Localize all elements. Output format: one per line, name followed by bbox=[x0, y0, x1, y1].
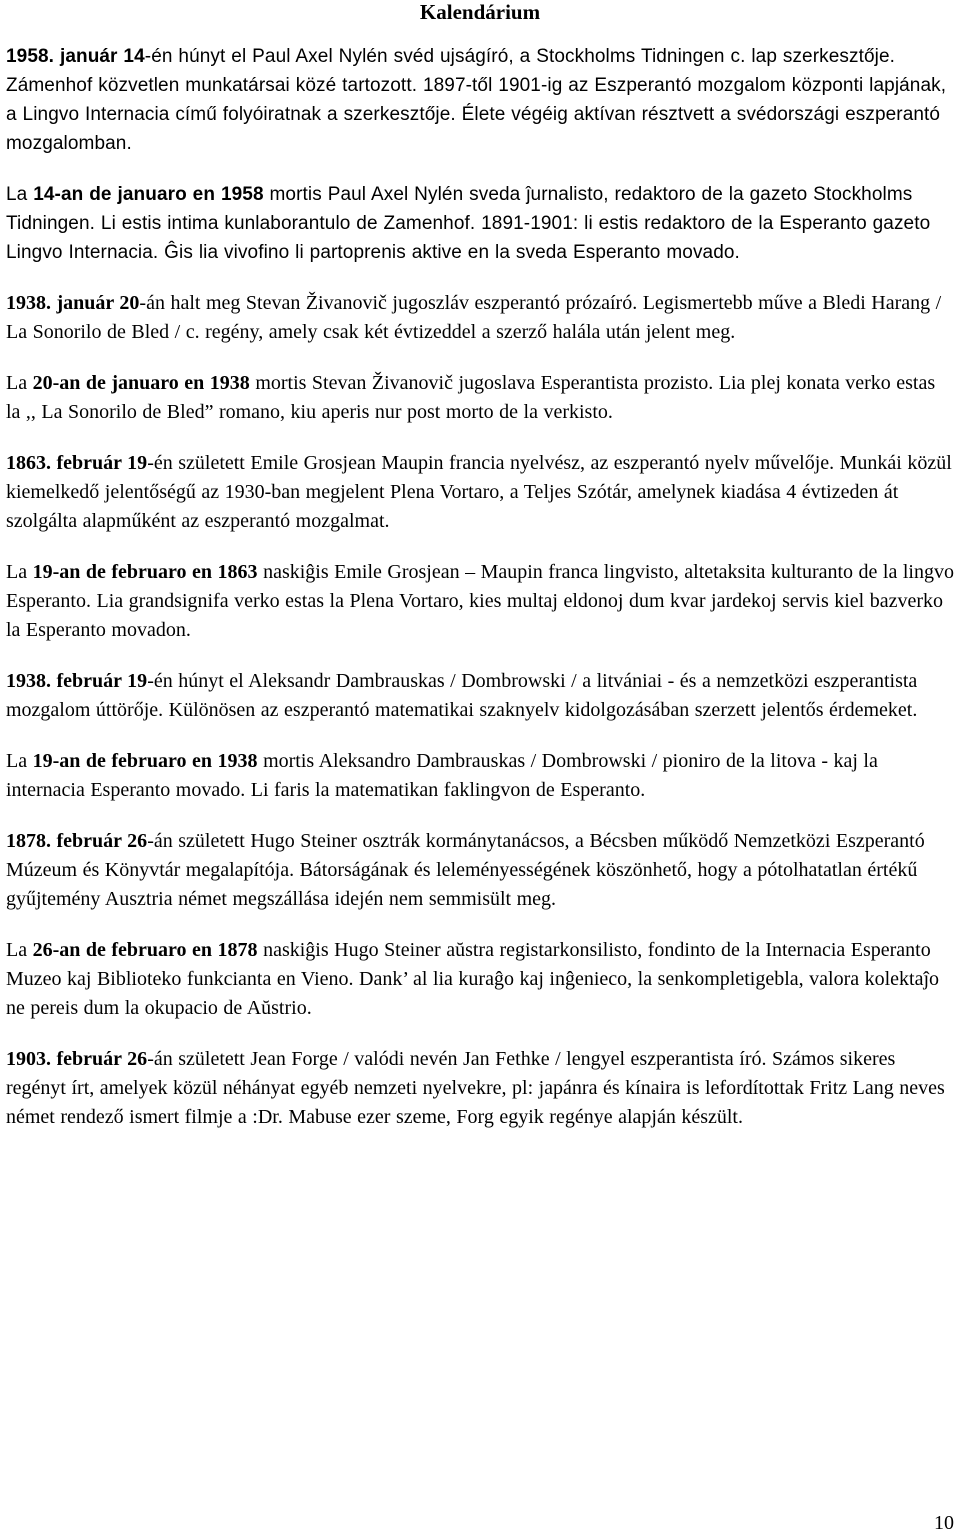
entry-date: 20-an de januaro en 1938 bbox=[32, 372, 250, 394]
entry-text: naskiĝis Hugo Steiner aŭstra registarkonsilisto, fondinto de la Internacia Esperanto Muzeo kaj Biblioteko funkcianta en Vieno. Dank’ al lia kuraĝo kaj inĝenieco, la senkompletigebla, valora kolektaĵo ne pereis dum la okupacio de Aŭstrio. bbox=[6, 939, 940, 1019]
entry-text: mortis Stevan Živanovič jugoslava Esperantista prozisto. Lia plej konata verko estas la ,, La Sonorilo de Bled” romano, kiu aperis nur post morto de la verkisto. bbox=[6, 372, 936, 423]
entry-year: 1903. bbox=[6, 1048, 57, 1070]
document-page bbox=[6, 0, 954, 1154]
entry-text: -én született Emile Grosjean Maupin francia nyelvész, az eszperantó nyelv művelője. Munkái közül kiemelkedő jelentőségű az 1930-ban megjelent Plena Vortaro, a Teljes Szótár, amelynek kiadása 4 évtizeden át szolgálta alapműként az eszperantó mozgalmat. bbox=[6, 452, 952, 532]
entry-date: február 26 bbox=[56, 830, 148, 852]
entry-text: naskiĝis Emile Grosjean – Maupin franca lingvisto, altetaksita kulturanto de la lingvo Esperanto. Lia grandsignifa verko estas la Plena Vortaro, kies multaj eldonoj dum kvar jardekoj servis kiel bazverko la Esperanto movadon. bbox=[6, 561, 954, 641]
entry-year: 1863. bbox=[6, 452, 57, 474]
page-number: 10 bbox=[934, 1512, 954, 1534]
entry-date: 19-an de februaro en 1863 bbox=[32, 561, 258, 583]
entry-date: 19-an de februaro en 1938 bbox=[32, 750, 258, 772]
calendar-entry-eo-1878 bbox=[6, 936, 954, 1023]
calendar-entry-eo-1863 bbox=[6, 558, 954, 645]
calendar-entry-eo-1938-feb bbox=[6, 747, 954, 805]
entry-date: 26-an de februaro en 1878 bbox=[32, 939, 258, 961]
entry-prefix: La bbox=[6, 372, 33, 394]
entry-year: 1938. bbox=[6, 292, 57, 314]
entry-prefix: La bbox=[6, 939, 33, 961]
entry-year: 1938. bbox=[6, 670, 57, 692]
entry-date: február 19 bbox=[56, 670, 148, 692]
calendar-entry-hu-1938-feb bbox=[6, 667, 954, 725]
entry-date: február 19 bbox=[56, 452, 148, 474]
entry-text: -án született Hugo Steiner osztrák kormánytanácsos, a Bécsben működő Nemzetközi Eszperantó Múzeum és Könyvtár megalapítója. Bátorságának és leleményességének köszönhető, hogy a pótolhatatlan értékű gyűjtemény Ausztria német megszállása idején nem semmisült meg. bbox=[6, 830, 925, 910]
entry-text: -án halt meg Stevan Živanovič jugoszláv eszperantó prózaíró. Legismertebb műve a Bledi Harang / La Sonorilo de Bled / c. regény, amely csak két évtizeddel a szerző halála után jelent meg. bbox=[6, 292, 942, 343]
entry-date: január 14 bbox=[59, 46, 145, 67]
page-title: Kalendárium bbox=[419, 0, 541, 24]
entry-date: 14-an de januaro en 1958 bbox=[33, 184, 264, 205]
calendar-entry-hu-1878 bbox=[6, 827, 954, 914]
calendar-entry-hu-1958 bbox=[6, 42, 954, 158]
calendar-entry-hu-1938-jan bbox=[6, 289, 954, 347]
entry-text: mortis Aleksandro Dambrauskas / Dombrowski / pioniro de la litova - kaj la internacia Esperanto movado. Li faris la matematikan faklingvon de Esperanto. bbox=[6, 750, 878, 801]
calendar-entry-eo-1938-jan bbox=[6, 369, 954, 427]
calendar-entry-hu-1903 bbox=[6, 1045, 954, 1132]
entry-date: január 20 bbox=[56, 292, 140, 314]
entry-year: 1958. bbox=[6, 46, 60, 67]
entry-text: -én húnyt el Paul Axel Nylén svéd ujságíró, a Stockholms Tidningen c. lap szerkesztője. Zámenhof közvetlen munkatársai közé tartozott. 1897-től 1901-ig az Eszperantó mozgalom központi lapjának, a Lingvo Internacia című folyóiratnak a szerkesztője. Élete végéig aktívan résztvett a svédországi eszperantó mozgalomban. bbox=[6, 46, 947, 154]
calendar-entry-hu-1863 bbox=[6, 449, 954, 536]
entry-date: február 26 bbox=[56, 1048, 148, 1070]
entry-prefix: La bbox=[6, 561, 33, 583]
entry-text: -én húnyt el Aleksandr Dambrauskas / Dombrowski / a litvániai - és a nemzetközi eszperantista mozgalom úttörője. Különösen az eszperantó matematikai szaknyelv kidolgozásában szerzett jelentős érdemeket. bbox=[6, 670, 918, 721]
entry-text: mortis Paul Axel Nylén sveda ĵurnalisto, redaktoro de la gazeto Stockholms Tidningen. Li estis intima kunlaborantulo de Zamenhof. 1891-1901: li estis redaktoro de la Esperanto gazeto Lingvo Internacia. Ĝis lia vivofino li partoprenis aktive en la sveda Esperanto movado. bbox=[6, 184, 931, 263]
calendar-entry-eo-1958 bbox=[6, 180, 954, 267]
entry-prefix: La bbox=[6, 184, 34, 205]
entry-text: -án született Jean Forge / valódi nevén Jan Fethke / lengyel eszperantista író. Számos sikeres regényt írt, amelyek közül néhányat egyéb nemzeti nyelvekre, pl: japánra és kínaira is lefordítottak Fritz Lang neves német rendező ismert filmje a :Dr. Mabuse ezer szeme, Forg egyik regénye alapján készült. bbox=[6, 1048, 945, 1128]
entry-year: 1878. bbox=[6, 830, 57, 852]
entry-prefix: La bbox=[6, 750, 33, 772]
